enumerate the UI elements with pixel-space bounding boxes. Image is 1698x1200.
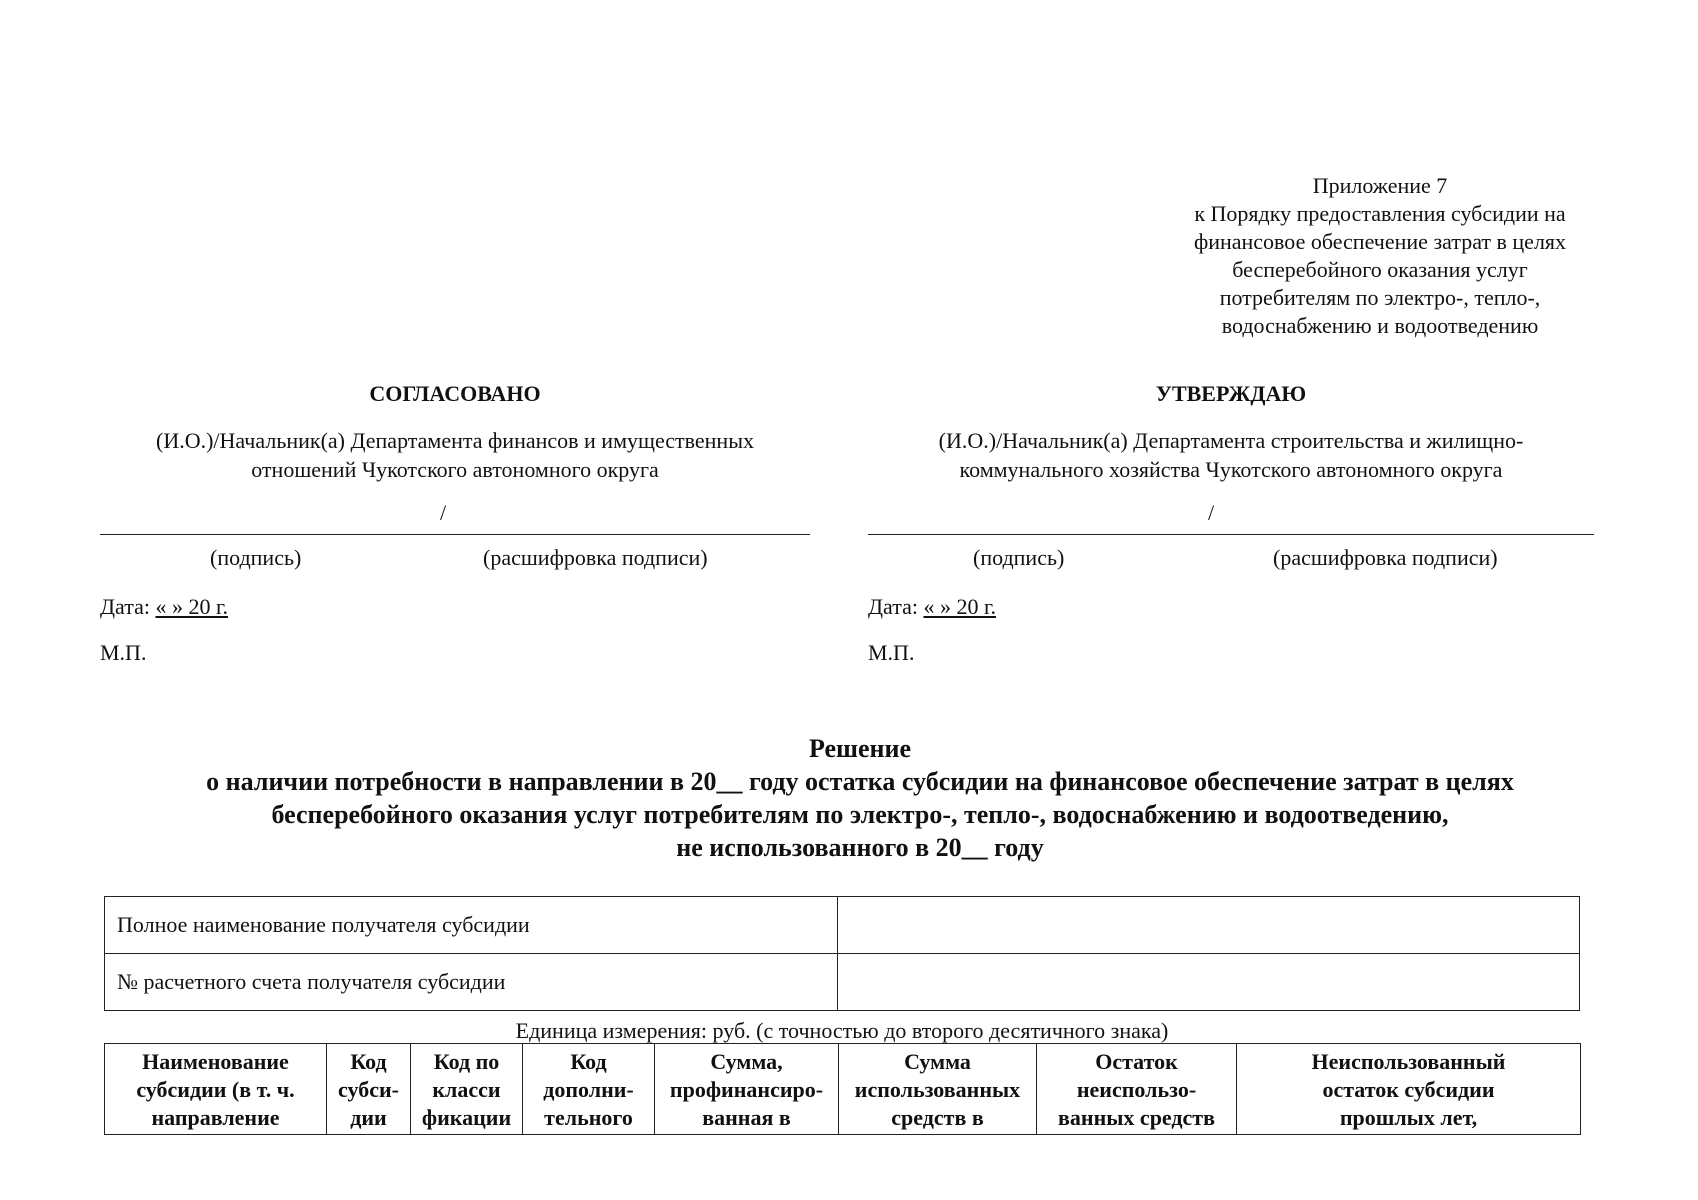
agreed-block [100, 380, 810, 667]
signature-caption: (подпись) [973, 545, 1065, 570]
column-header: Код субси- дии [327, 1044, 411, 1135]
signature-decoding-caption: (расшифровка подписи) [483, 545, 708, 570]
agreed-organization [100, 426, 810, 484]
signature-caption: (подпись) [210, 545, 302, 570]
account-number-value[interactable] [838, 954, 1580, 1011]
table-row [105, 897, 1580, 954]
subsidy-table [104, 1043, 1581, 1135]
decision-title-block [80, 732, 1640, 864]
date-label: Дата: [868, 594, 918, 619]
date-label: Дата: [100, 594, 150, 619]
date-field [100, 593, 810, 621]
org-line: (И.О.)/Начальник(а) Департамента финансов и имущественных [156, 428, 754, 453]
approve-organization [868, 426, 1594, 484]
date-value: « » 20 г. [155, 594, 229, 619]
column-header: Остаток неиспользо- ванных средств [1037, 1044, 1237, 1135]
decision-line: не использованного в 20__ году [676, 833, 1044, 862]
recipient-name-label: Полное наименование получателя субсидии [105, 897, 838, 954]
stamp-mark: М.П. [100, 640, 147, 665]
date-field [868, 593, 1594, 621]
org-line: отношений Чукотского автономного округа [251, 457, 659, 482]
decision-line: о наличии потребности в направлении в 20__ году остатка субсидии на финансовое обеспечение затрат в целях [206, 767, 1514, 796]
annex-line: водоснабжению и водоотведению [1221, 313, 1539, 338]
date-value: « » 20 г. [923, 594, 997, 619]
signature-captions [868, 545, 1594, 575]
column-header: Неиспользованный остаток субсидии прошлых лет, [1237, 1044, 1581, 1135]
org-line: (И.О.)/Начальник(а) Департамента строительства и жилищно- [938, 428, 1524, 453]
signature-captions [100, 545, 810, 575]
recipient-name-value[interactable] [838, 897, 1580, 954]
signature-separator: / [1208, 500, 1215, 525]
recipient-table [104, 896, 1580, 1011]
annex-line: бесперебойного оказания услуг [1232, 257, 1528, 282]
table-header-row [105, 1044, 1581, 1135]
decision-title: Решение [808, 734, 912, 763]
table-row [105, 954, 1580, 1011]
approve-heading: УТВЕРЖДАЮ [1155, 381, 1307, 406]
account-number-label: № расчетного счета получателя субсидии [105, 954, 838, 1011]
annex-block [1150, 172, 1610, 340]
decision-line: бесперебойного оказания услуг потребителям по электро-, тепло-, водоснабжению и водоотведению, [271, 800, 1449, 829]
signature-separator: / [440, 500, 447, 525]
annex-line: потребителям по электро-, тепло-, [1219, 285, 1541, 310]
annex-line: Приложение 7 [1312, 173, 1448, 198]
signature-line [868, 496, 1594, 535]
stamp-mark: М.П. [868, 640, 915, 665]
column-header: Код дополни- тельного [523, 1044, 655, 1135]
column-header: Код по класси фикации [411, 1044, 523, 1135]
agreed-heading: СОГЛАСОВАНО [369, 381, 541, 406]
approve-block [868, 380, 1594, 667]
column-header: Наименование субсидии (в т. ч. направление [105, 1044, 327, 1135]
signature-decoding-caption: (расшифровка подписи) [1273, 545, 1498, 570]
annex-line: к Порядку предоставления субсидии на [1194, 201, 1566, 226]
column-header: Сумма, профинансиро- ванная в [655, 1044, 839, 1135]
column-header: Сумма использованных средств в [839, 1044, 1037, 1135]
org-line: коммунального хозяйства Чукотского автономного округа [959, 457, 1503, 482]
units-note: Единица измерения: руб. (с точностью до второго десятичного знака) [515, 1018, 1169, 1043]
signature-line [100, 496, 810, 535]
annex-line: финансовое обеспечение затрат в целях [1193, 229, 1567, 254]
